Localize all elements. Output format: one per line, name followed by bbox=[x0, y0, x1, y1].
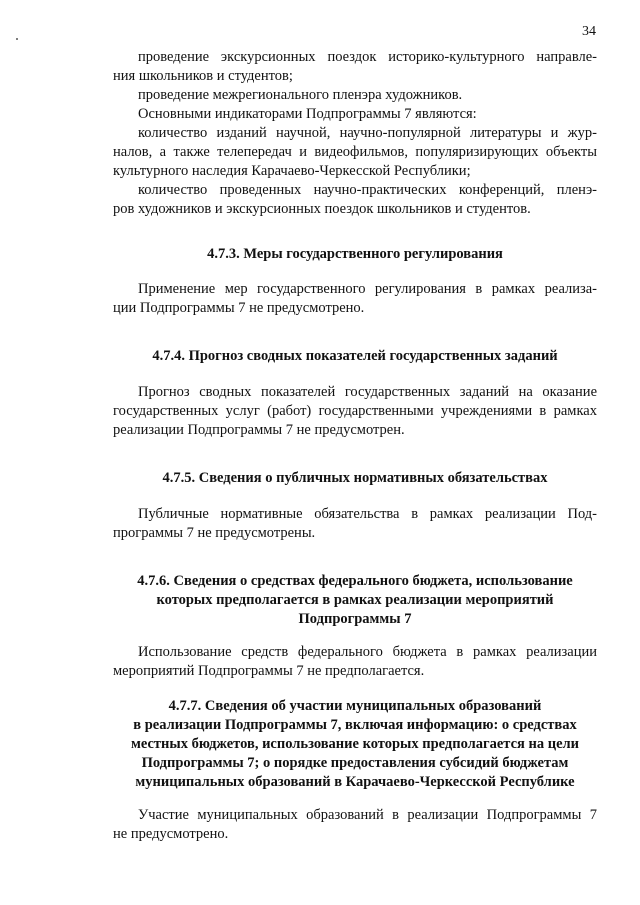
section-text-line: Применение мер государственного регулирования в рамках реализа- bbox=[138, 281, 597, 297]
section-heading-4-7-6: Подпрограммы 7 bbox=[298, 611, 412, 627]
intro-line: налов, а также телепередач и видеофильмов, популяризирующих объекты bbox=[113, 144, 597, 160]
section-heading-4-7-5: 4.7.5. Сведения о публичных нормативных обязательствах bbox=[162, 470, 548, 486]
page-number: 34 bbox=[582, 24, 596, 39]
section-text-line: программы 7 не предусмотрены. bbox=[113, 525, 316, 541]
section-heading-4-7-7: в реализации Подпрограммы 7, включая информацию: о средствах bbox=[133, 717, 577, 733]
section-heading-4-7-6: 4.7.6. Сведения о средствах федерального бюджета, использование bbox=[137, 573, 573, 589]
intro-line: Основными индикаторами Подпрограммы 7 являются: bbox=[138, 106, 477, 122]
section-heading-4-7-7: местных бюджетов, использование которых предполагается на цели bbox=[130, 736, 580, 752]
section-heading-4-7-7: муниципальных образований в Карачаево-Черкесской Республике bbox=[135, 774, 575, 790]
section-heading-4-7-7: Подпрограммы 7; о порядке предоставления субсидий бюджетам bbox=[141, 755, 569, 771]
section-text-line: государственных услуг (работ) государственными учреждениями в рамках bbox=[113, 403, 597, 419]
intro-line: количество проведенных научно-практических конференций, пленэ- bbox=[138, 182, 597, 198]
section-text-line: Публичные нормативные обязательства в рамках реализации Под- bbox=[138, 506, 597, 522]
intro-line: количество изданий научной, научно-популярной литературы и жур- bbox=[138, 125, 597, 141]
intro-line: проведение экскурсионных поездок историко-культурного направле- bbox=[138, 49, 597, 65]
intro-line: проведение межрегионального пленэра художников. bbox=[138, 87, 463, 103]
section-heading-4-7-6: которых предполагается в рамках реализации мероприятий bbox=[156, 592, 554, 608]
section-text-line: не предусмотрено. bbox=[113, 826, 229, 842]
section-heading-4-7-7: 4.7.7. Сведения об участии муниципальных образований bbox=[168, 698, 542, 714]
section-heading-4-7-4: 4.7.4. Прогноз сводных показателей государственных заданий bbox=[152, 348, 558, 364]
section-heading-4-7-3: 4.7.3. Меры государственного регулирования bbox=[207, 246, 503, 262]
intro-line: ния школьников и студентов; bbox=[113, 68, 293, 84]
scan-speck bbox=[16, 38, 18, 40]
section-text-line: Использование средств федерального бюджета в рамках реализации bbox=[138, 644, 597, 660]
intro-line: культурного наследия Карачаево-Черкесской Республики; bbox=[113, 163, 471, 179]
section-text-line: Прогноз сводных показателей государственных заданий на оказание bbox=[138, 384, 597, 400]
section-text-line: мероприятий Подпрограммы 7 не предполагается. bbox=[113, 663, 425, 679]
section-text-line: реализации Подпрограммы 7 не предусмотрен. bbox=[113, 422, 405, 438]
section-text-line: Участие муниципальных образований в реализации Подпрограммы 7 bbox=[138, 807, 597, 823]
intro-line: ров художников и экскурсионных поездок школьников и студентов. bbox=[113, 201, 531, 217]
section-text-line: ции Подпрограммы 7 не предусмотрено. bbox=[113, 300, 365, 316]
